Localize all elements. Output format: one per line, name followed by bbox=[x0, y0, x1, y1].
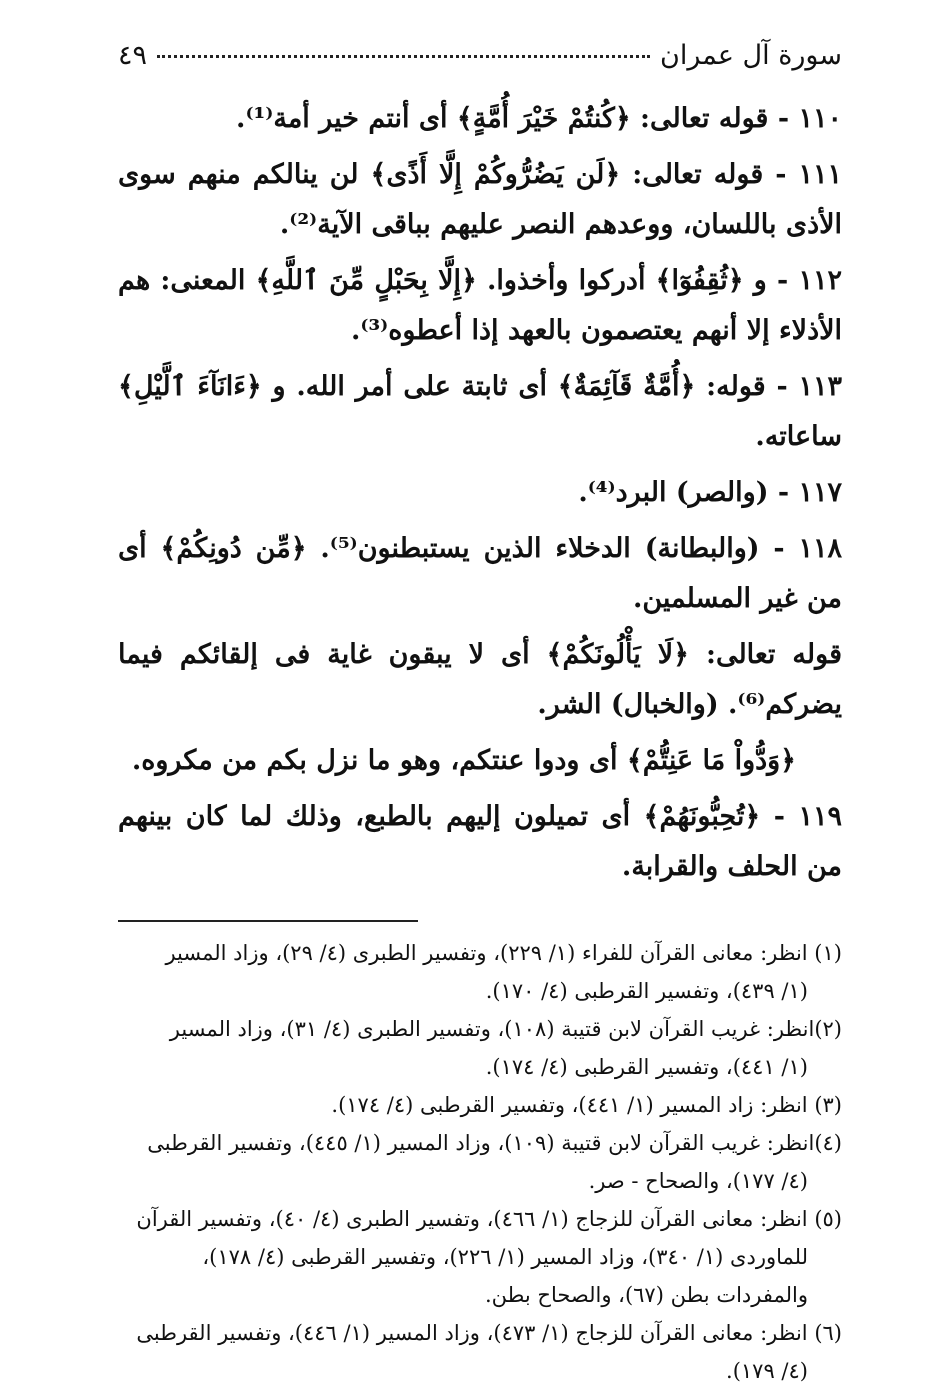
footnote-5 bbox=[118, 1200, 842, 1314]
footnote-continuation: (٤/ ١٧٩). bbox=[726, 1359, 808, 1383]
footnote-continuation: والمفردات بطن (٦٧)، والصحاح بطن. bbox=[485, 1283, 808, 1307]
paragraph-111: ١١١ - قوله تعالى: ﴿لَن يَضُرُّوكُمْ إِلَّا أَذًى﴾ لن ينالكم منهم سوى الأذى باللسان، ووعدهم النصر عليهم بباقى الآية⁽²⁾. bbox=[118, 159, 842, 240]
footnote-separator bbox=[118, 920, 418, 922]
footnotes bbox=[118, 934, 842, 1390]
paragraph-118: ١١٨ - (والبطانة) الدخلاء الذين يستبطنون⁽⁵⁾. ﴿مِّن دُونِكُمْ﴾ أى من غير المسلمين. bbox=[118, 533, 842, 614]
header-dotted-leader bbox=[157, 55, 650, 58]
paragraph-112: ١١٢ - و ﴿ثُقِفُوٓا﴾ أدركوا وأخذوا. ﴿إِلَّا بِحَبْلٍ مِّنَ ٱللَّهِ﴾ المعنى: هم الأذلاء إلا أنهم يعتصمون بالعهد إذا أعطوه⁽³⁾. bbox=[118, 265, 842, 346]
footnote-line: (٢)انظر: غريب القرآن لابن قتيبة (١٠٨)، وتفسير الطبرى (٤/ ٣١)، وزاد المسير bbox=[169, 1017, 842, 1041]
main-text bbox=[118, 94, 842, 892]
footnote-continuation: (١/ ٤٣٩)، وتفسير القرطبى (٤/ ١٧٠). bbox=[485, 979, 808, 1003]
footnote-line: (٥) انظر: معانى القرآن للزجاج (١/ ٤٦٦)، وتفسير الطبرى (٤/ ٤٠)، وتفسير القرآن bbox=[136, 1207, 842, 1231]
footnote-2 bbox=[118, 1010, 842, 1086]
paragraph-119: ١١٩ - ﴿تُحِبُّونَهُمْ﴾ أى تميلون إليهم بالطبع، وذلك لما كان بينهم من الحلف والقرابة. bbox=[118, 801, 842, 882]
footnote-continuation: (١/ ٤٤١)، وتفسير القرطبى (٤/ ١٧٤). bbox=[485, 1055, 808, 1079]
page-header bbox=[118, 40, 842, 90]
footnote-line: (٦) انظر: معانى القرآن للزجاج (١/ ٤٧٣)، وزاد المسير (١/ ٤٤٦)، وتفسير القرطبى bbox=[136, 1321, 842, 1345]
paragraph-113: ١١٣ - قوله: ﴿أُمَّةٌ قَآئِمَةٌ﴾ أى ثابتة على أمر الله. و ﴿ءَانَآءَ ٱلَّيْلِ﴾ ساعاته. bbox=[118, 371, 842, 452]
footnote-1 bbox=[118, 934, 842, 1010]
paragraph-118-wadduu: ﴿وَدُّواْ مَا عَنِتُّمْ﴾ أى ودوا عنتكم، وهو ما نزل بكم من مكروه. bbox=[131, 745, 796, 776]
footnote-6 bbox=[118, 1314, 842, 1390]
footnote-continuation: (٤/ ١٧٧)، والصحاح - صر. bbox=[588, 1169, 808, 1193]
surah-title: سورة آل عمران bbox=[660, 40, 842, 71]
paragraph-117: ١١٧ - (والصر) البرد⁽⁴⁾. bbox=[578, 477, 842, 508]
footnote-line: (٤)انظر: غريب القرآن لابن قتيبة (١٠٩)، وزاد المسير (١/ ٤٤٥)، وتفسير القرطبى bbox=[147, 1131, 842, 1155]
footnote-continuation: للماوردى (١/ ٣٤٠)، وزاد المسير (١/ ٢٢٦)، وتفسير القرطبى (٤/ ١٧٨)، bbox=[202, 1245, 808, 1269]
paragraph-110: ١١٠ - قوله تعالى: ﴿كُنتُمْ خَيْرَ أُمَّةٍ﴾ أى أنتم خير أمة⁽¹⁾. bbox=[236, 103, 842, 134]
page-number: ٤٩ bbox=[118, 40, 148, 71]
paragraph-118-cont: قوله تعالى: ﴿لَا يَأْلُونَكُمْ﴾ أى لا يبقون غاية فى إلقائكم فيما يضركم⁽⁶⁾. (والخبال) الشر. bbox=[118, 639, 842, 720]
footnote-line: (٣) انظر: زاد المسير (١/ ٤٤١)، وتفسير القرطبى (٤/ ١٧٤). bbox=[331, 1093, 842, 1117]
footnote-line: (١) انظر: معانى القرآن للفراء (١/ ٢٢٩)، وتفسير الطبرى (٤/ ٢٩)، وزاد المسير bbox=[165, 941, 842, 965]
footnote-4 bbox=[118, 1124, 842, 1200]
footnote-3 bbox=[118, 1086, 842, 1124]
